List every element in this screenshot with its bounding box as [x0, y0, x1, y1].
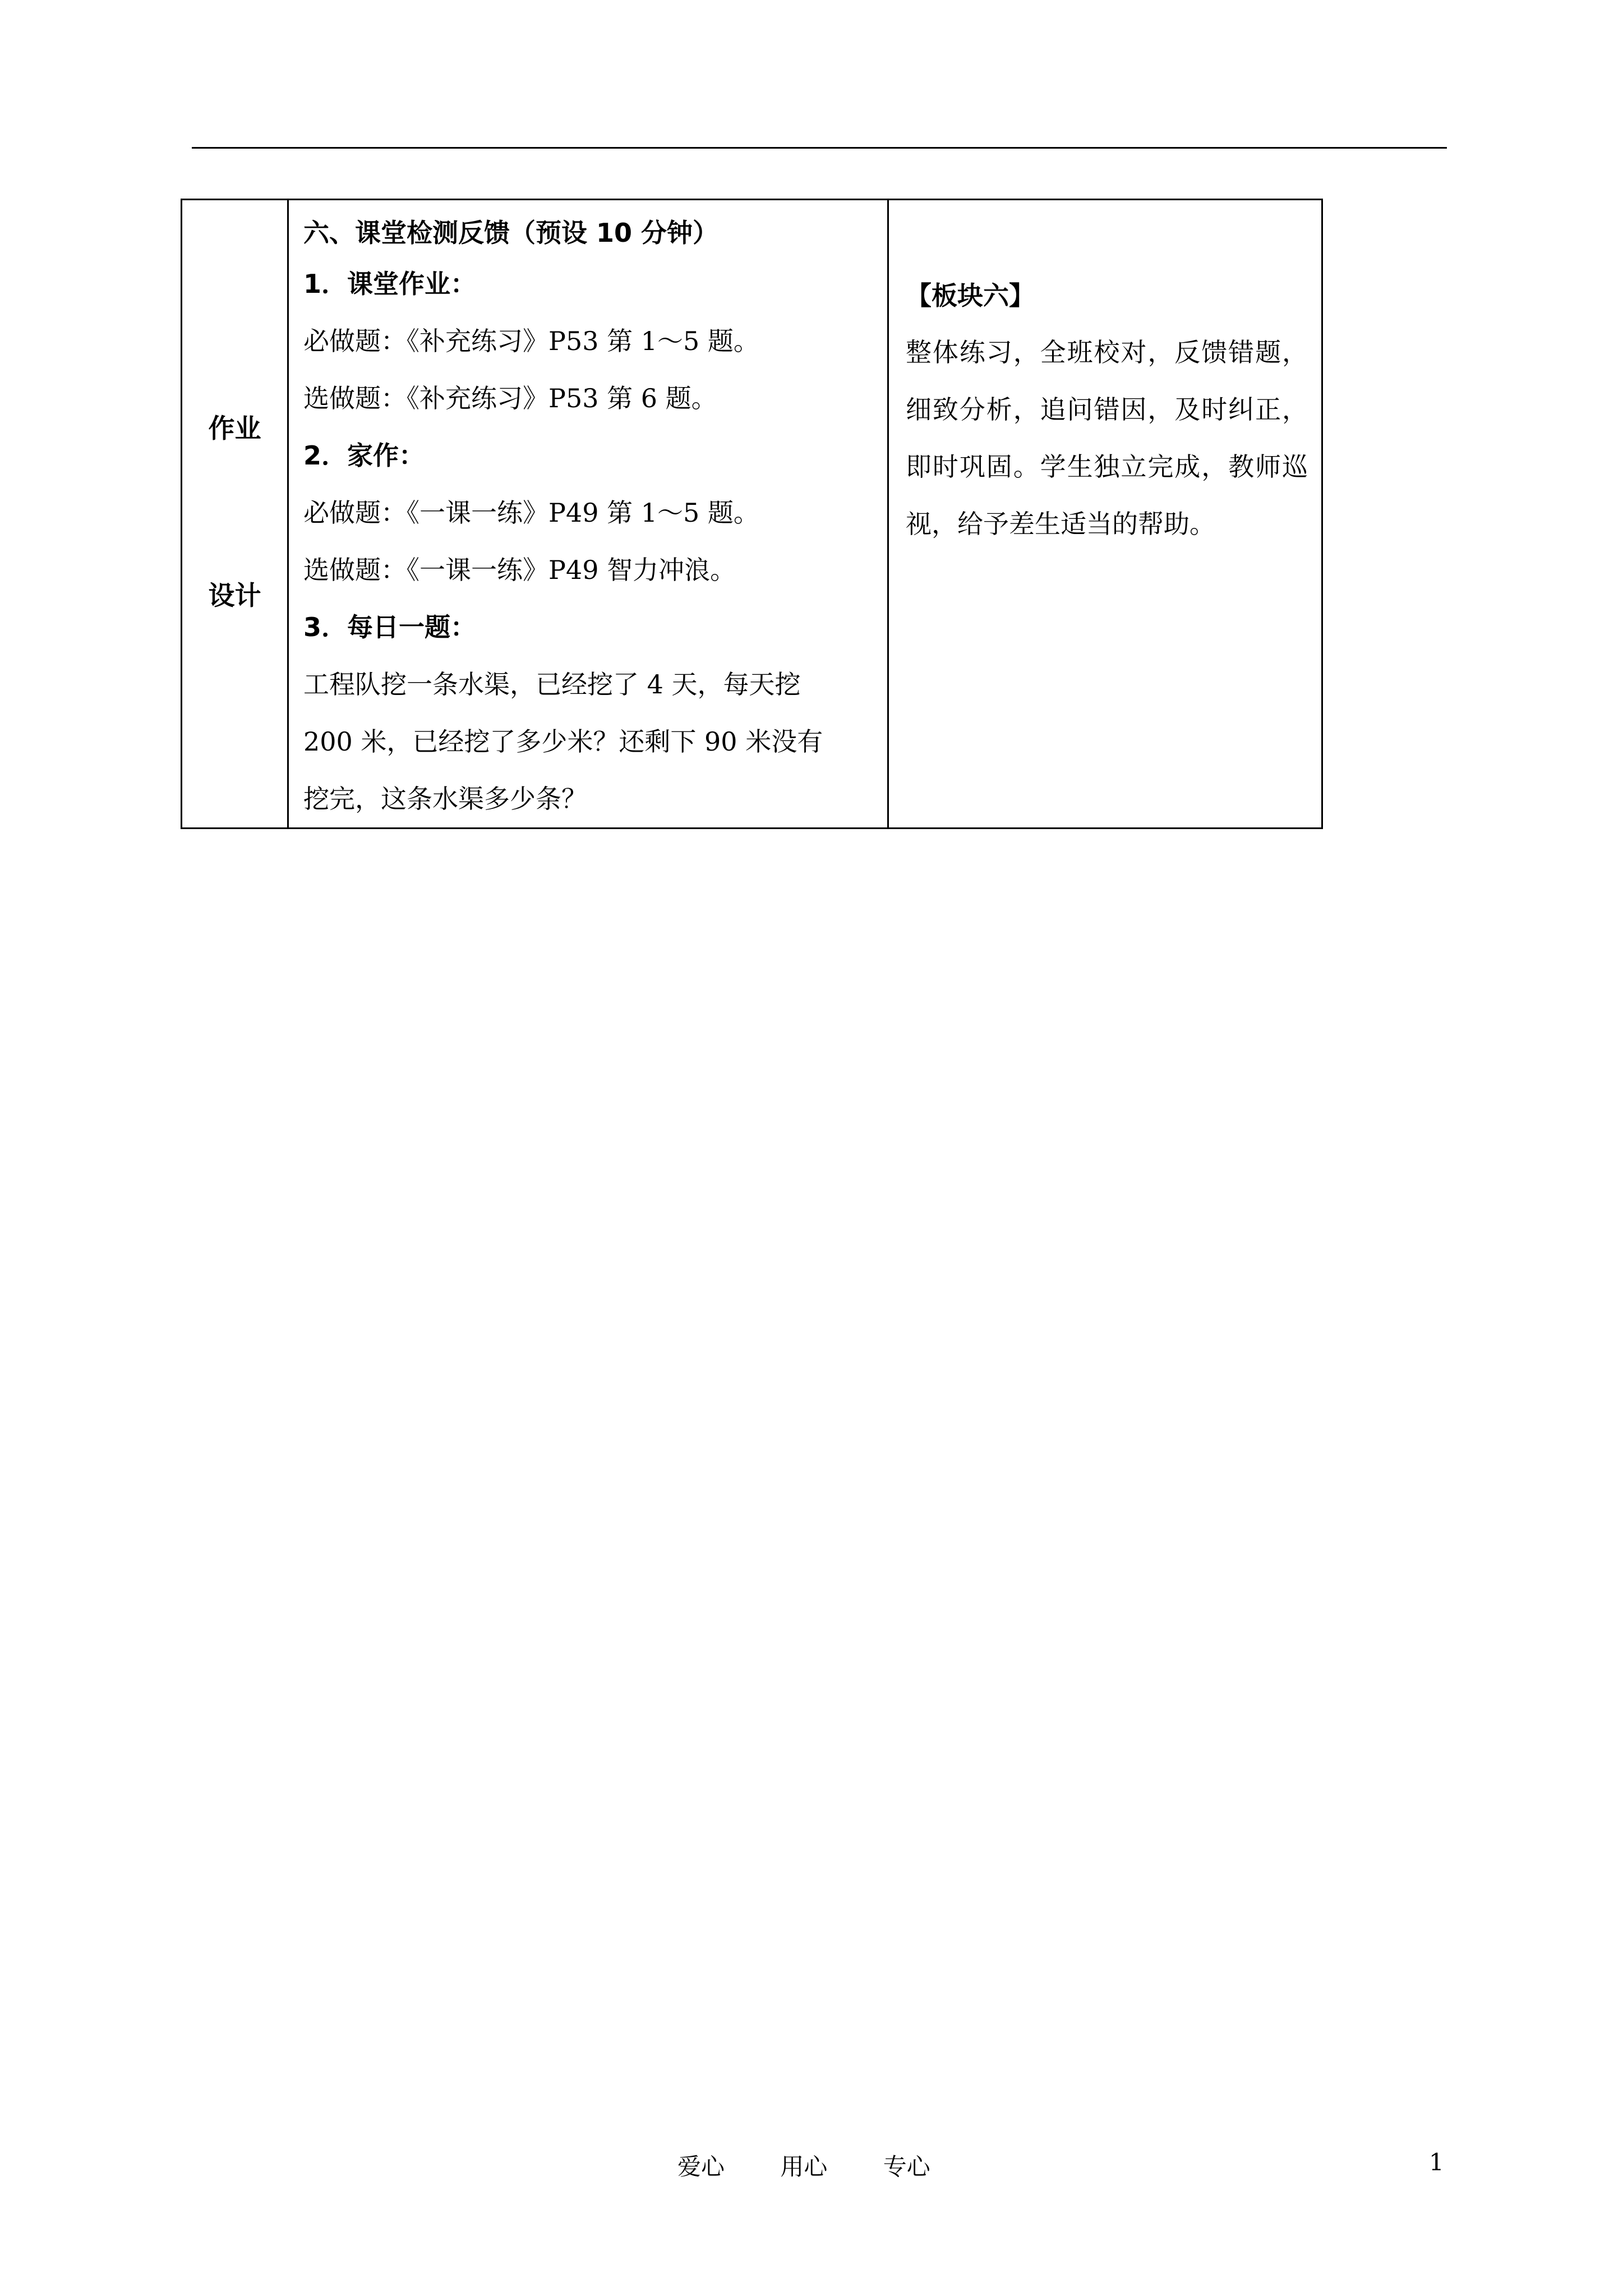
page-footer — [677, 2148, 979, 2182]
footer-item: 爱心 — [677, 2153, 725, 2180]
footer-item: 专心 — [883, 2153, 930, 2180]
header-rule — [192, 147, 1447, 149]
page-number: 1 — [1429, 2148, 1444, 2176]
optional-exercise-line: 选做题：《补充练习》P53 第 6 题。 — [303, 383, 717, 413]
design-note-cell — [888, 200, 1322, 829]
row-label-bottom: 设计 — [208, 581, 261, 611]
subheading-homework: 2．家作： — [303, 440, 425, 471]
footer-item: 用心 — [780, 2153, 828, 2180]
daily-question-line: 工程队挖一条水渠，已经挖了 4 天，每天挖 — [303, 669, 801, 700]
optional-homework-line: 选做题：《一课一练》P49 智力冲浪。 — [303, 555, 736, 585]
subheading-classwork: 1．课堂作业： — [303, 269, 477, 299]
daily-question-line: 200 米，已经挖了多少米？还剩下 90 米没有 — [303, 726, 823, 757]
row-label-top: 作业 — [208, 413, 261, 444]
required-exercise-line: 必做题：《补充练习》P53 第 1～5 题。 — [303, 326, 759, 356]
assignment-content-cell — [288, 200, 888, 829]
lesson-plan-table — [181, 199, 1323, 829]
section-heading: 六、课堂检测反馈（预设 10 分钟） — [303, 218, 719, 248]
required-homework-line: 必做题：《一课一练》P49 第 1～5 题。 — [303, 498, 759, 528]
row-label-cell — [182, 200, 288, 829]
subheading-daily-question: 3．每日一题： — [303, 612, 477, 642]
note-title: 【板块六】 — [906, 280, 1035, 311]
daily-question-line: 挖完，这条水渠多少条？ — [303, 784, 587, 814]
note-body: 整体练习，全班校对，反馈错题，细致分析，追问错因，及时纠正，即时巩固。学生独立完成，教师巡视，给予差生适当的帮助。 — [906, 337, 1308, 539]
table-row — [182, 200, 1322, 829]
